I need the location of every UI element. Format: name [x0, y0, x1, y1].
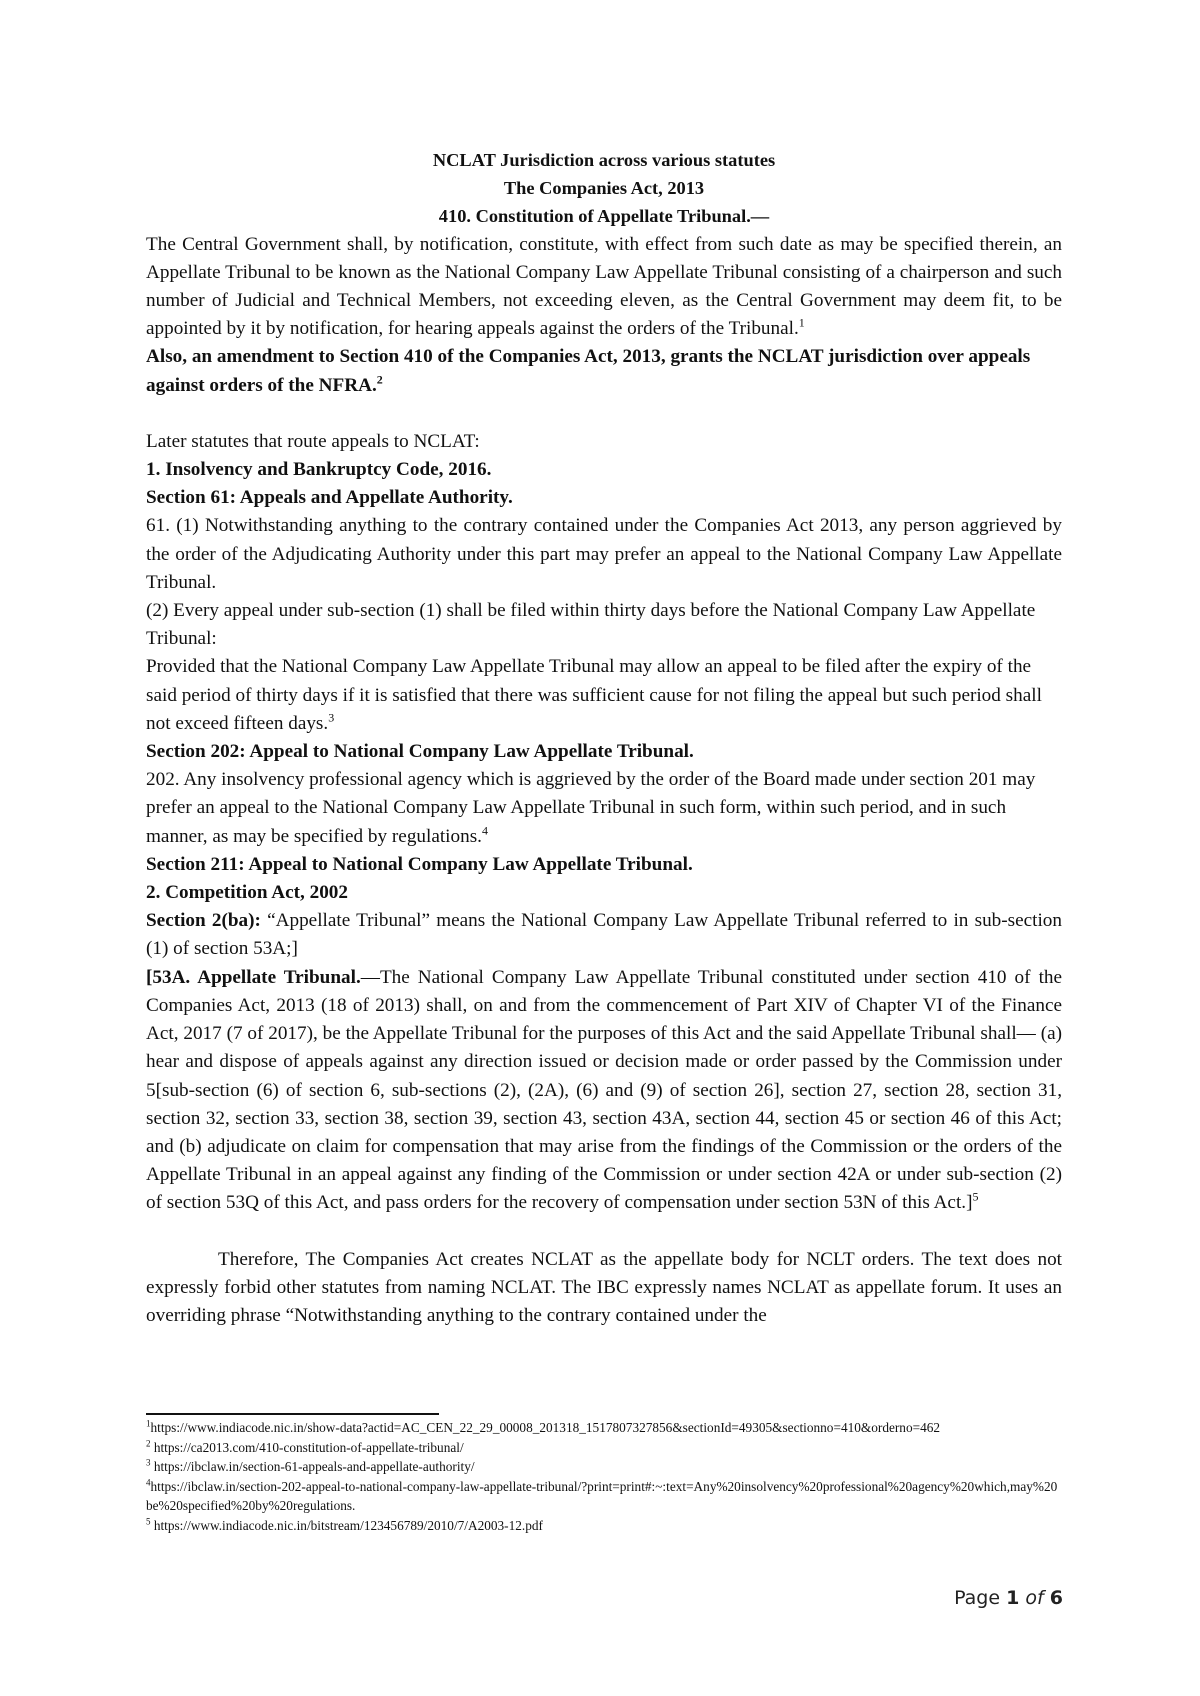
footnote-link[interactable]: https://ibclaw.in/section-202-appeal-to-national-company-law-appellate-tribunal/?print=print#:~:text=Any%20insolvency%20professional%20agency%20which,may%20be%20specified%20by%20regulations.	[146, 1478, 1058, 1514]
section-61-heading: Section 61: Appeals and Appellate Authority.	[146, 487, 513, 509]
footnote-link[interactable]: https://www.indiacode.nic.in/bitstream/123456789/2010/7/A2003-12.pdf	[150, 1517, 543, 1533]
section-410-body: The Central Government shall, by notification, constitute, with effect from such date as may be specified therein, an Appellate Tribunal to be known as the National Company Law Appellate Tribunal consisting of a chairperson and such number of Judicial and Technical Members, not exceeding eleven, as the Central Government may deem fit, to be appointed by it by notification, for hearing appeals against the orders of the Tribunal.	[146, 233, 1062, 340]
footnote-ref-4[interactable]: 4	[481, 823, 488, 838]
section-61-2: (2) Every appeal under sub-section (1) shall be filed within thirty days before the National Company Law Appellate Tribunal:	[146, 600, 1036, 650]
footnote-5	[146, 1516, 1062, 1536]
section-61-proviso	[146, 653, 1062, 738]
amendment-body: Also, an amendment to Section 410 of the Companies Act, 2013, grants the NCLAT jurisdiction over appeals against orders of the NFRA.	[146, 346, 1031, 396]
ibc-title: 1. Insolvency and Bankruptcy Code, 2016.	[146, 459, 492, 481]
section-2ba-label: Section 2(ba):	[146, 910, 261, 932]
blank-line	[146, 400, 1062, 428]
section-53a-body: —The National Company Law Appellate Tribunal constituted under section 410 of the Companies Act, 2013 (18 of 2013) shall, on and from the commencement of Part XIV of Chapter VI of the Finance Act, 2017 (7 of 2017), be the Appellate Tribunal for the purposes of this Act and the said Appellate Tribunal shall— (a) hear and dispose of appeals against any direction issued or decision made or order passed by the Commission under 5[sub-section (6) of section 6, sub-sections (2), (2A), (6) and (9) of section 26], section 27, section 28, section 31, section 32, section 33, section 38, section 39, section 43, section 43A, section 44, section 45 or section 46 of this Act; and (b) adjudicate on claim for compensation that may arise from the findings of the Commission or the orders of the Appellate Tribunal in an appeal against any finding of the Commission or under section 42A or under sub-section (2) of section 53Q of this Act, and pass orders for the recovery of compensation under section 53N of this Act.]	[146, 966, 1063, 1214]
competition-act-title: 2. Competition Act, 2002	[146, 882, 348, 904]
page-total: 6	[1049, 1587, 1063, 1609]
page-of: of	[1025, 1587, 1044, 1609]
page-number	[954, 1587, 1063, 1609]
footnote-ref-1[interactable]: 1	[798, 315, 805, 330]
footnote-3	[146, 1457, 1062, 1477]
footnote-number: 5	[146, 1516, 151, 1527]
footnotes	[146, 1418, 1062, 1536]
section-202-heading: Section 202: Appeal to National Company Law Appellate Tribunal.	[146, 741, 694, 763]
footnote-link[interactable]: https://ca2013.com/410-constitution-of-appellate-tribunal/	[150, 1439, 464, 1455]
footnote-number: 2	[146, 1438, 151, 1449]
section-202-text	[146, 766, 1062, 851]
section-211-heading: Section 211: Appeal to National Company Law Appellate Tribunal.	[146, 853, 693, 875]
footnote-number: 3	[146, 1457, 151, 1468]
footnote-2	[146, 1438, 1062, 1458]
section-53a	[146, 964, 1062, 1218]
footnote-ref-2[interactable]: 2	[376, 372, 383, 387]
section-202-body: 202. Any insolvency professional agency which is aggrieved by the order of the Board made under section 201 may prefer an appeal to the National Company Law Appellate Tribunal in such form, within such period, and in such manner, as may be specified by regulations.	[146, 769, 1036, 847]
act-title: The Companies Act, 2013	[503, 178, 705, 199]
footnote-link[interactable]: https://ibclaw.in/section-61-appeals-and-appellate-authority/	[150, 1459, 475, 1475]
document-title: NCLAT Jurisdiction across various statutes	[432, 150, 776, 170]
section-2ba-body: “Appellate Tribunal” means the National Company Law Appellate Tribunal referred to in sub-section (1) of section 53A;]	[146, 910, 1062, 960]
footnote-number: 4	[146, 1477, 151, 1488]
footnote-separator	[146, 1413, 439, 1415]
section-410-heading: 410. Constitution of Appellate Tribunal.—	[438, 206, 770, 227]
section-61-1: 61. (1) Notwithstanding anything to the contrary contained under the Companies Act 2013, any person aggrieved by the order of the Adjudicating Authority under this part may prefer an appeal to the National Company Law Appellate Tribunal.	[146, 515, 1062, 593]
footnote-1	[146, 1418, 1062, 1438]
page-label: Page	[954, 1587, 1001, 1609]
footnote-ref-5[interactable]: 5	[972, 1189, 979, 1204]
section-61-proviso-body: Provided that the National Company Law Appellate Tribunal may allow an appeal to be filed after the expiry of the said period of thirty days if it is satisfied that there was sufficient cause for not filing the appeal but such period shall not exceed fifteen days.	[146, 656, 1042, 734]
footnote-number: 1	[146, 1418, 151, 1429]
page-current: 1	[1006, 1587, 1020, 1609]
footnote-ref-3[interactable]: 3	[328, 710, 335, 725]
later-statutes-intro: Later statutes that route appeals to NCLAT:	[146, 430, 480, 452]
footnote-4	[146, 1477, 1062, 1516]
footnote-link[interactable]: https://www.indiacode.nic.in/show-data?actid=AC_CEN_22_29_00008_201318_1517807327856&sectionId=49305&sectionno=410&orderno=462	[150, 1420, 941, 1435]
blank-line	[146, 1218, 1062, 1246]
page-body	[146, 146, 1062, 1330]
section-410-text	[146, 231, 1062, 344]
section-2ba	[146, 907, 1062, 963]
therefore-paragraph: Therefore, The Companies Act creates NCLAT as the appellate body for NCLT orders. The text does not expressly forbid other statutes from naming NCLAT. The IBC expressly names NCLAT as appellate forum. It uses an overriding phrase “Notwithstanding anything to the contrary contained under the	[146, 1248, 1062, 1326]
section-53a-label: [53A. Appellate Tribunal.	[146, 966, 361, 988]
amendment-note	[146, 343, 1062, 399]
